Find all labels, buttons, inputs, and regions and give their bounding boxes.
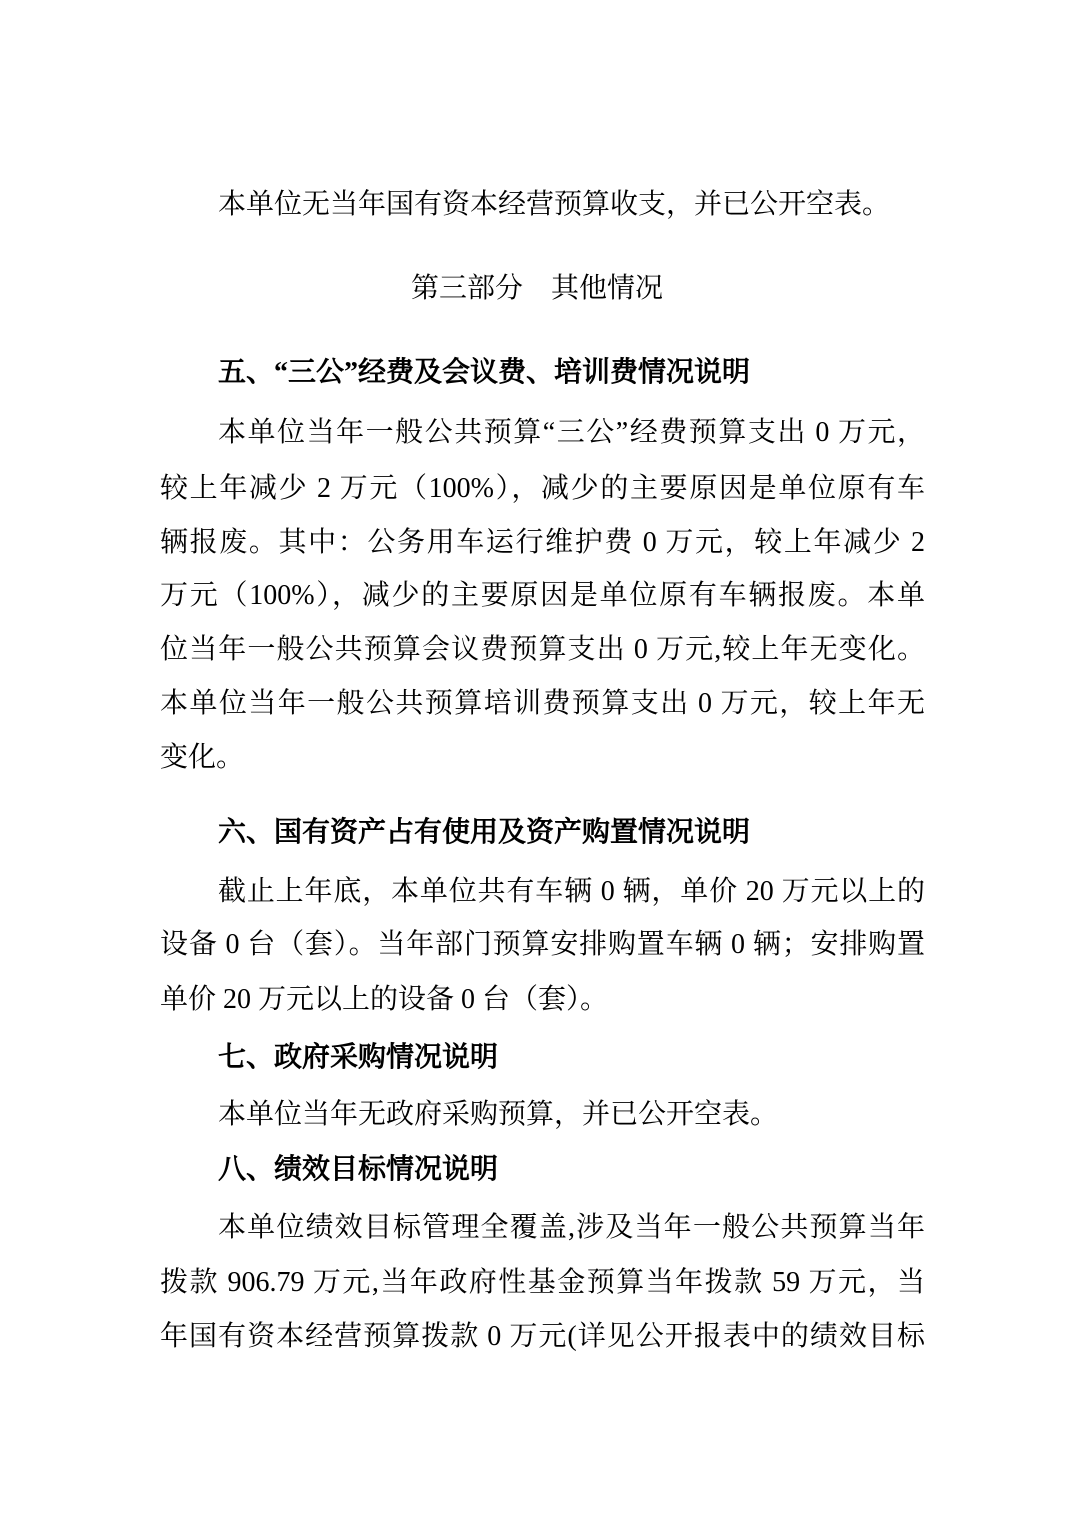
- paragraph-line: 本单位当年无政府采购预算，并已公开空表。: [218, 1099, 779, 1130]
- paragraph-line: 本单位绩效目标管理全覆盖,涉及当年一般公共预算当年: [218, 1212, 925, 1243]
- paragraph-line: 本单位当年一般公共预算培训费预算支出 0 万元，较上年无: [160, 688, 925, 719]
- paragraph-line: 本单位当年一般公共预算“三公”经费预算支出 0 万元，: [218, 417, 925, 448]
- paragraph-line: 辆报废。其中：公务用车运行维护费 0 万元，较上年减少 2: [160, 527, 925, 558]
- paragraph-line: 位当年一般公共预算会议费预算支出 0 万元,较上年无变化。: [160, 634, 925, 665]
- paragraph-line: 变化。: [160, 742, 245, 773]
- paragraph-line: 万元（100%），减少的主要原因是单位原有车辆报废。本单: [160, 580, 925, 611]
- section-heading-8: 八、绩效目标情况说明: [218, 1154, 499, 1185]
- body-paragraph: 本单位无当年国有资本经营预算收支，并已公开空表。: [218, 189, 891, 220]
- section-heading-7: 七、政府采购情况说明: [218, 1042, 499, 1073]
- section-heading-6: 六、国有资产占有使用及资产购置情况说明: [218, 817, 751, 848]
- part-title: 第三部分 其他情况: [410, 272, 663, 303]
- paragraph-line: 年国有资本经营预算拨款 0 万元(详见公开报表中的绩效目标: [160, 1321, 925, 1352]
- paragraph-line: 较上年减少 2 万元（100%），减少的主要原因是单位原有车: [160, 473, 925, 504]
- paragraph-line: 设备 0 台（套）。当年部门预算安排购置车辆 0 辆；安排购置: [160, 929, 925, 960]
- paragraph-line: 截止上年底，本单位共有车辆 0 辆，单价 20 万元以上的: [218, 876, 925, 907]
- paragraph-line: 拨款 906.79 万元,当年政府性基金预算当年拨款 59 万元，当: [160, 1267, 925, 1298]
- paragraph-line: 单价 20 万元以上的设备 0 台（套）。: [160, 984, 609, 1015]
- section-heading-5: 五、“三公”经费及会议费、培训费情况说明: [218, 357, 751, 388]
